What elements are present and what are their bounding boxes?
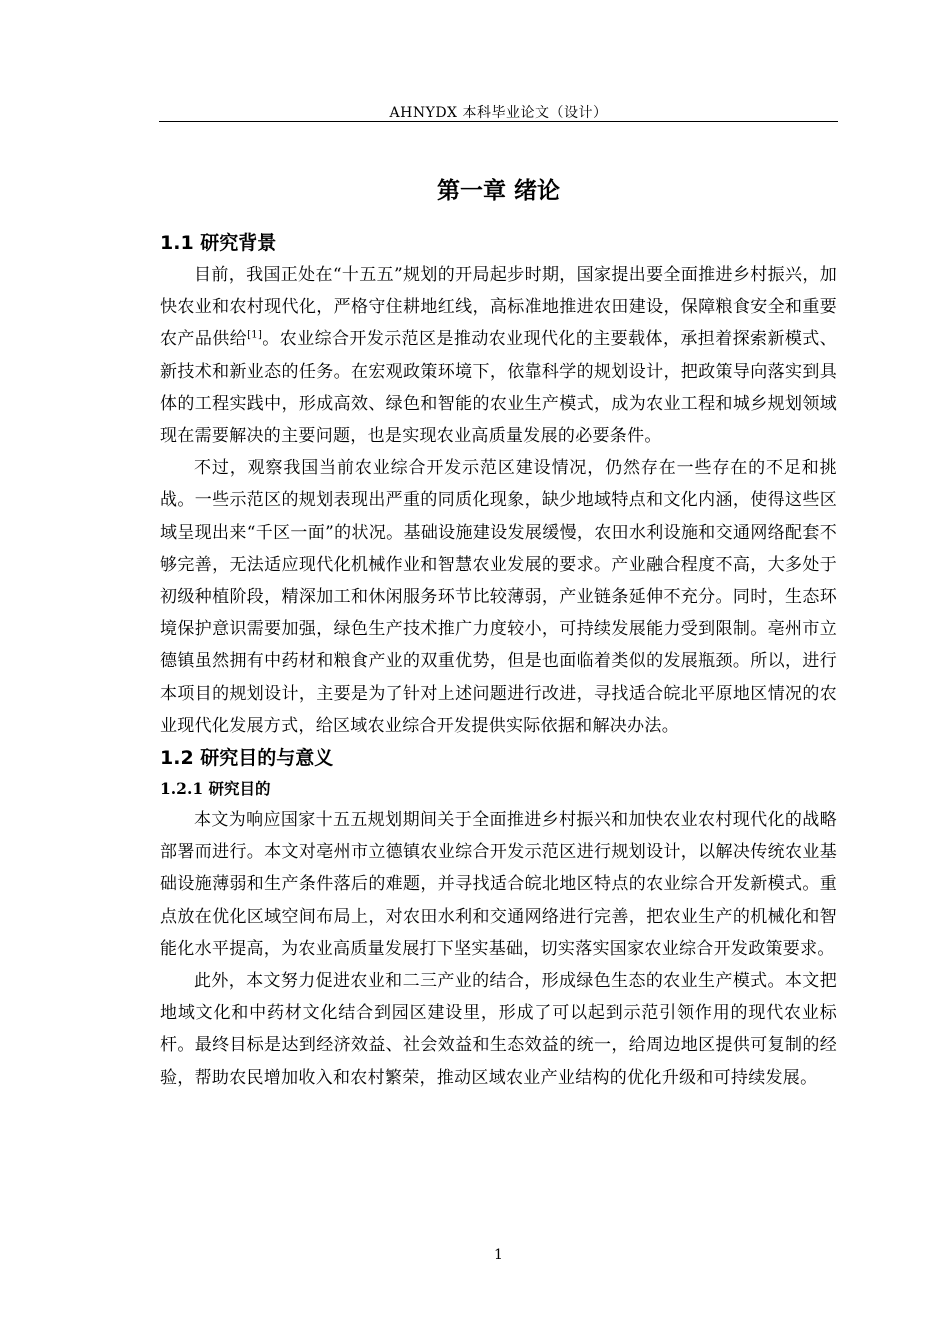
chapter-title: 第一章 绪论: [436, 178, 560, 204]
header-rule: [159, 121, 838, 122]
paragraph-purpose-1: 本文为响应国家十五五规划期间关于全面推进乡村振兴和加快农业农村现代化的战略部署而进行。本文对亳州市立德镇农业综合开发示范区进行规划设计，以解决传统农业基础设施薄弱和生产条件落后的难题，并寻找适合皖北地区特点的农业综合开发新模式。重点放在优化区域空间布局上，对农田水利和交通网络进行完善，把农业生产的机械化和智能化水平提高，为农业高质量发展打下坚实基础，切实落实国家农业综合开发政策要求。: [160, 810, 837, 959]
running-header: AHNYDX 本科毕业论文（设计）: [389, 105, 608, 121]
paragraph-purpose-2: 此外，本文努力促进农业和二三产业的结合，形成绿色生态的农业生产模式。本文把地域文化和中药材文化结合到园区建设里，形成了可以起到示范引领作用的现代农业标杆。最终目标是达到经济效益、社会效益和生态效益的统一，给周边地区提供可复制的经验，帮助农民增加收入和农村繁荣，推动区域农业产业结构的优化升级和可持续发展。: [160, 971, 837, 1088]
citation-ref: [1]: [247, 329, 263, 341]
paragraph-text: 。农业综合开发示范区是推动农业现代化的主要载体，承担着探索新模式、新技术和新业态的任务。在宏观政策环境下，依靠科学的规划设计，把政策导向落实到具体的工程实践中，形成高效、绿色和智能的农业生产模式，成为农业工程和城乡规划领域现在需要解决的主要问题，也是实现农业高质量发展的必要条件。: [160, 329, 838, 447]
paragraph-text: 目前，我国正处在“十五五”规划的开局起步时期，国家提出要全面推进乡村振兴，加快农业和农村现代化，严格守住耕地红线，高标准地推进农田建设，保障粮食安全和重要农产品供给: [160, 265, 837, 350]
paragraph-background-1: [160, 259, 837, 452]
section-heading-1-1: 1.1 研究背景: [160, 232, 277, 254]
page-number: 1: [494, 1247, 503, 1263]
paragraph-background-2: 不过，观察我国当前农业综合开发示范区建设情况，仍然存在一些存在的不足和挑战。一些示范区的规划表现出严重的同质化现象，缺少地域特点和文化内涵，使得这些区域呈现出来“千区一面”的状况。基础设施建设发展缓慢，农田水利设施和交通网络配套不够完善，无法适应现代化机械作业和智慧农业发展的要求。产业融合程度不高，大多处于初级种植阶段，精深加工和休闲服务环节比较薄弱，产业链条延伸不充分。同时，生态环境保护意识需要加强，绿色生产技术推广力度较小，可持续发展能力受到限制。亳州市立德镇虽然拥有中药材和粮食产业的双重优势，但是也面临着类似的发展瓶颈。所以，进行本项目的规划设计，主要是为了针对上述问题进行改进，寻找适合皖北平原地区情况的农业现代化发展方式，给区域农业综合开发提供实际依据和解决办法。: [160, 458, 837, 736]
subsection-heading-1-2-1: 1.2.1 研究目的: [160, 779, 271, 799]
page-body: [160, 168, 837, 1094]
section-heading-1-2: 1.2 研究目的与意义: [160, 747, 334, 770]
